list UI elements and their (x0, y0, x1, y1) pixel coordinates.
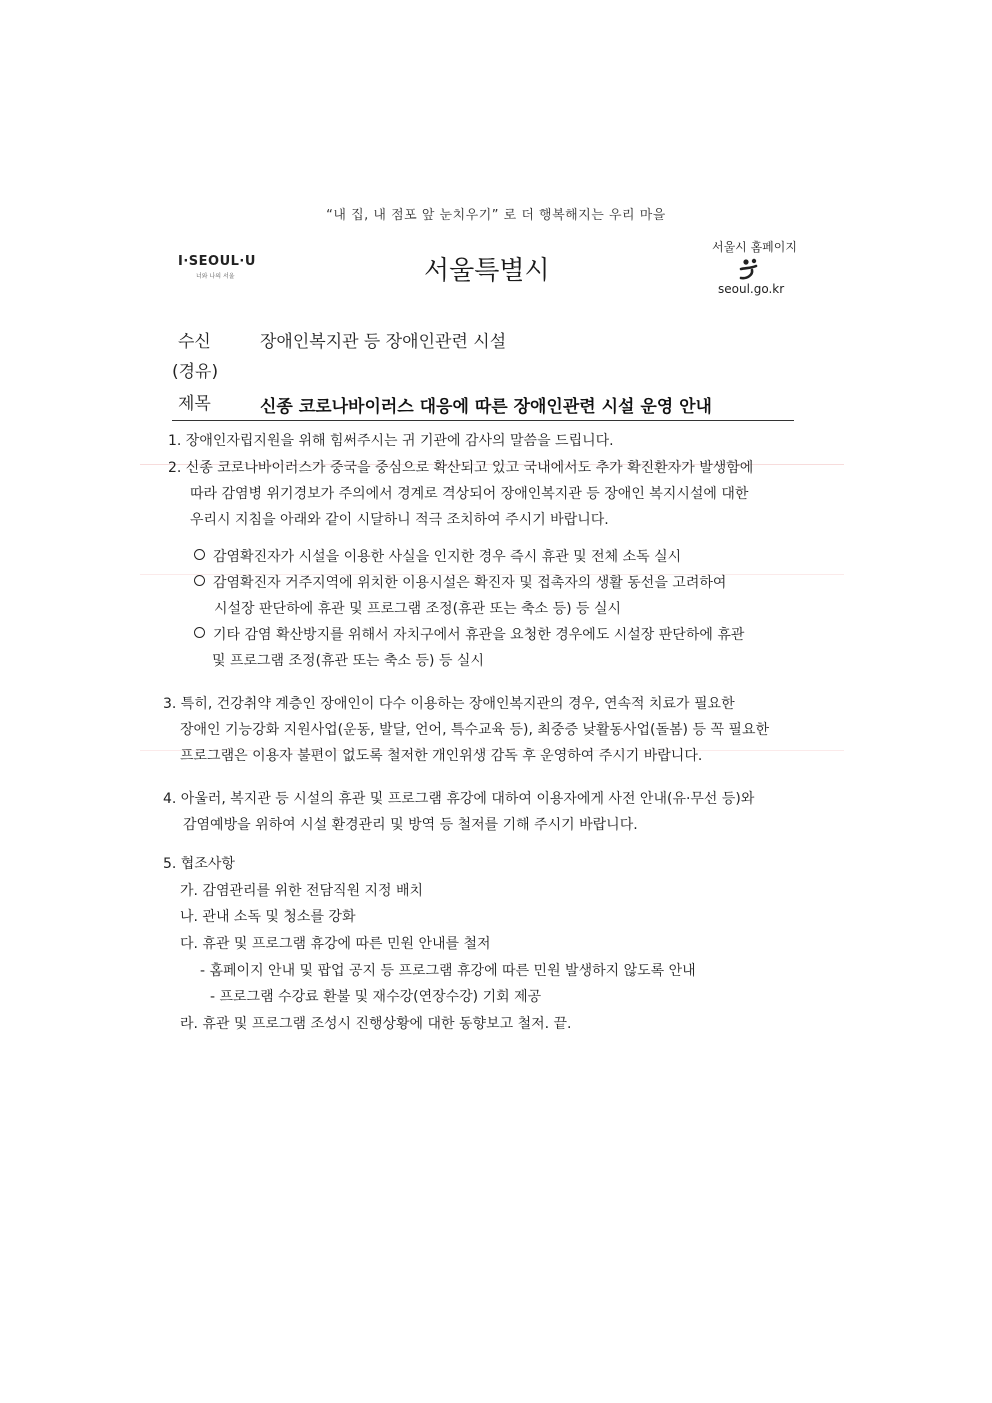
bullet-item (194, 572, 726, 592)
bullet-text: 감염확진자 거주지역에 위치한 이용시설은 확진자 및 접촉자의 생활 동선을 고려하여 (213, 575, 727, 591)
cooperation-item: 가. 감염관리를 위한 전담직원 지정 배치 (180, 883, 424, 899)
paragraph-3-line: 3. 특히, 건강취약 계층인 장애인이 다수 이용하는 장애인복지관의 경우, 연속적 치료가 필요한 (163, 696, 735, 712)
homepage-label: 서울시 홈페이지 (712, 240, 797, 254)
bullet-item (194, 624, 744, 644)
i-seoul-u-logo: I·SEOUL·U (178, 254, 256, 269)
bullet-text: 기타 감염 확산방지를 위해서 자치구에서 휴관을 요청한 경우에도 시설장 판단하에 휴관 (213, 627, 745, 643)
subject-value: 신종 코로나바이러스 대응에 따른 장애인관련 시설 운영 안내 (260, 397, 712, 417)
slogan: “내 집, 내 점포 앞 눈치우기” 로 더 행복해지는 우리 마을 (326, 208, 666, 223)
subject-label: 제목 (178, 394, 211, 414)
seoul-symbol-icon (736, 256, 762, 282)
circle-bullet-icon (194, 549, 205, 560)
paragraph-2-line: 우리시 지침을 아래와 같이 시달하니 적극 조치하여 주시기 바랍니다. (190, 512, 609, 528)
bullet-item (194, 546, 681, 566)
recipient-label: 수신 (178, 332, 211, 352)
header-divider (172, 420, 794, 421)
cooperation-item: 다. 휴관 및 프로그램 휴강에 따른 민원 안내를 철저 (180, 936, 491, 952)
cooperation-subitem: - 홈페이지 안내 및 팝업 공지 등 프로그램 휴강에 따른 민원 발생하지 않도록 안내 (200, 963, 696, 979)
homepage-url: seoul.go.kr (718, 282, 785, 296)
cooperation-item: 나. 관내 소독 및 청소를 강화 (180, 909, 356, 925)
recipient-value: 장애인복지관 등 장애인관련 시설 (260, 332, 507, 352)
bullet-text: 감염확진자가 시설을 이용한 사실을 인지한 경우 즉시 휴관 및 전체 소독 실시 (213, 549, 682, 565)
document-title: 서울특별시 (424, 256, 550, 286)
circle-bullet-icon (194, 627, 205, 638)
paragraph-4-line: 감염예방을 위하여 시설 환경관리 및 방역 등 철저를 기해 주시기 바랍니다. (183, 817, 638, 833)
bullet-continuation: 및 프로그램 조정(휴관 또는 축소 등) 등 실시 (212, 653, 484, 669)
logo-subtitle: 너와 나의 서울 (196, 273, 235, 280)
bullet-continuation: 시설장 판단하에 휴관 및 프로그램 조정(휴관 또는 축소 등) 등 실시 (214, 601, 622, 617)
paragraph-1: 1. 장애인자립지원을 위해 힘써주시는 귀 기관에 감사의 말씀을 드립니다. (168, 433, 614, 449)
cooperation-item: 라. 휴관 및 프로그램 조성시 진행상황에 대한 동향보고 철저. 끝. (180, 1016, 572, 1032)
cooperation-subitem: - 프로그램 수강료 환불 및 재수강(연장수강) 기회 제공 (210, 989, 542, 1005)
paragraph-3-line: 프로그램은 이용자 불편이 없도록 철저한 개인위생 감독 후 운영하여 주시기 바랍니다. (180, 748, 703, 764)
paragraph-2-line: 따라 감염병 위기경보가 주의에서 경계로 격상되어 장애인복지관 등 장애인 복지시설에 대한 (190, 486, 749, 502)
via-label: (경유) (172, 362, 219, 382)
circle-bullet-icon (194, 575, 205, 586)
paragraph-5-title: 5. 협조사항 (163, 856, 235, 872)
paragraph-2-line: 2. 신종 코로나바이러스가 중국을 중심으로 확산되고 있고 국내에서도 추가 확진환자가 발생함에 (168, 460, 754, 476)
paragraph-4-line: 4. 아울러, 복지관 등 시설의 휴관 및 프로그램 휴강에 대하여 이용자에게 사전 안내(유·무선 등)와 (163, 791, 755, 807)
paragraph-3-line: 장애인 기능강화 지원사업(운동, 발달, 언어, 특수교육 등), 최중증 낮활동사업(돌봄) 등 꼭 필요한 (180, 722, 769, 738)
